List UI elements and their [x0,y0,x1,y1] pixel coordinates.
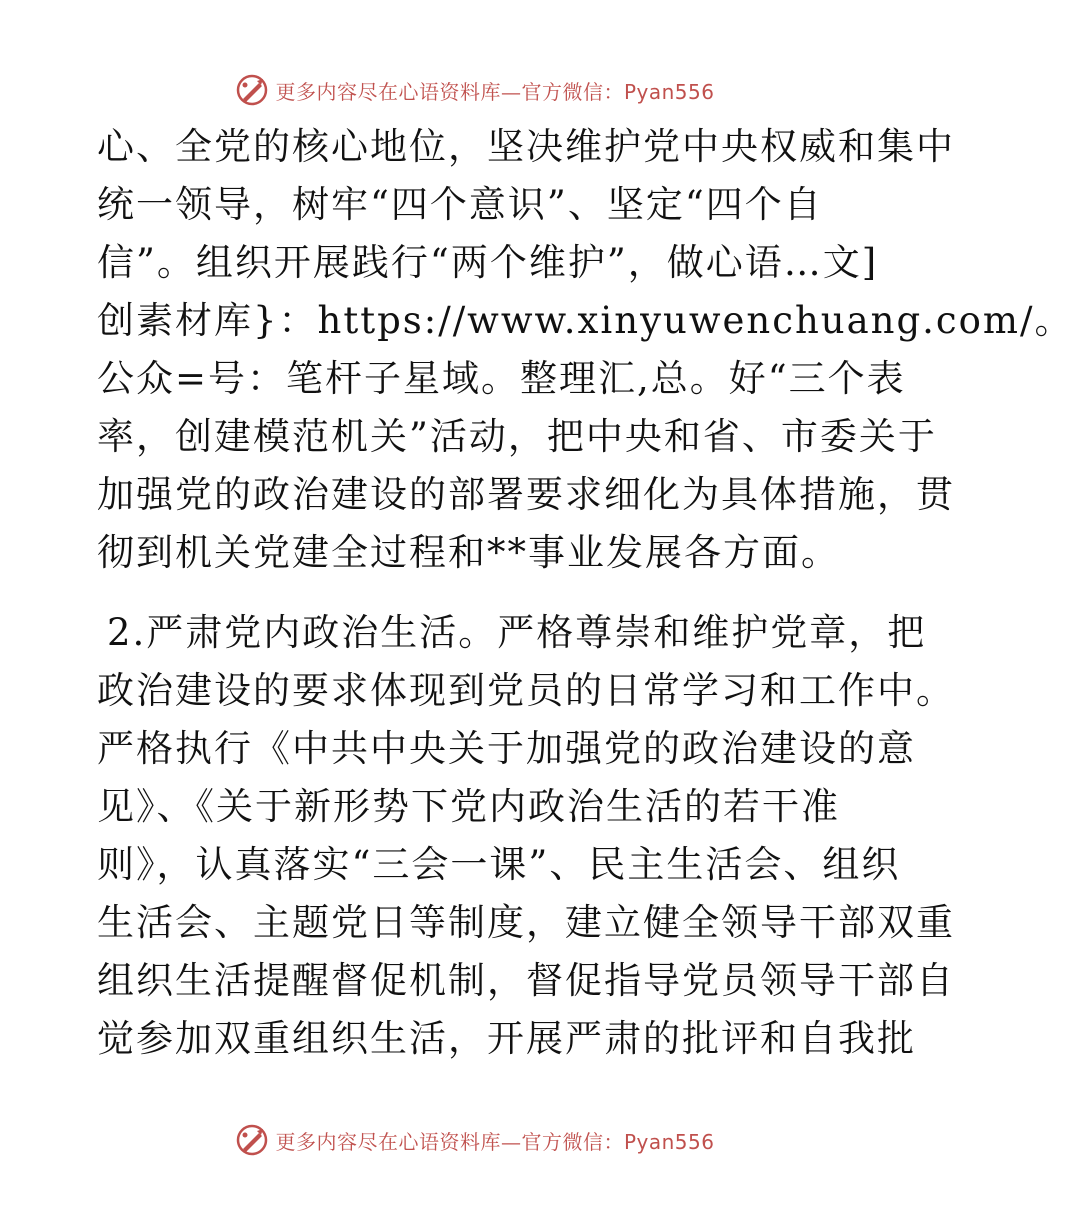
quill-logo-icon [235,1123,269,1157]
text-line: 率，创建模范机关”活动，把中央和省、市委关于 [97,415,937,458]
text-line: 见》、《关于新形势下党内政治生活的若干准 [97,785,840,828]
watermark-dash: — [500,79,522,104]
quill-logo-icon [235,73,269,107]
text-line: 心、全党的核心地位，坚决维护党中央权威和集中 [97,125,955,168]
watermark-wechat: 官方微信：Pyan556 [521,79,715,104]
text-line: 政治建设的要求体现到党员的日常学习和工作中。 [97,669,955,712]
text-line: 统一领导，树牢“四个意识”、坚定“四个自 [97,183,823,226]
text-line: 则》，认真落实“三会一课”、民主生活会、组织 [97,843,901,886]
text-line: 加强党的政治建设的部署要求细化为具体措施，贯 [97,473,955,516]
text-line: 信”。组织开展践行“两个维护”，做心语…文] [97,241,879,284]
text-line: 彻到机关党建全过程和**事业发展各方面。 [97,531,840,574]
paragraph-spacer [97,582,857,604]
text-line: 觉参加双重组织生活，开展严肃的批评和自我批 [97,1017,916,1060]
text-line: 创素材库}：https://www.xinyuwenchuang.com/。 [97,299,1073,342]
watermark-text [275,76,714,105]
text-line: 组织生活提醒督促机制，督促指导党员领导干部自 [97,959,955,1002]
document-body [97,118,1073,1068]
text-line: 公众=号：笔杆子星域。整理汇,总。好“三个表 [97,357,906,400]
watermark-text [275,1126,714,1155]
paragraph-2 [97,604,955,1068]
footer-watermark [0,1120,950,1160]
watermark-wechat: 官方微信：Pyan556 [521,1129,715,1154]
watermark-main: 更多内容尽在心语资料库 [275,1129,501,1154]
text-line: 2.严肃党内政治生活。严格尊崇和维护党章，把 [107,611,927,654]
watermark-dash: — [500,1129,522,1154]
watermark-main: 更多内容尽在心语资料库 [275,79,501,104]
text-line: 生活会、主题党日等制度，建立健全领导干部双重 [97,901,955,944]
paragraph-1 [97,118,1073,582]
text-line: 严格执行《中共中央关于加强党的政治建设的意 [97,727,916,770]
header-watermark [0,70,950,110]
